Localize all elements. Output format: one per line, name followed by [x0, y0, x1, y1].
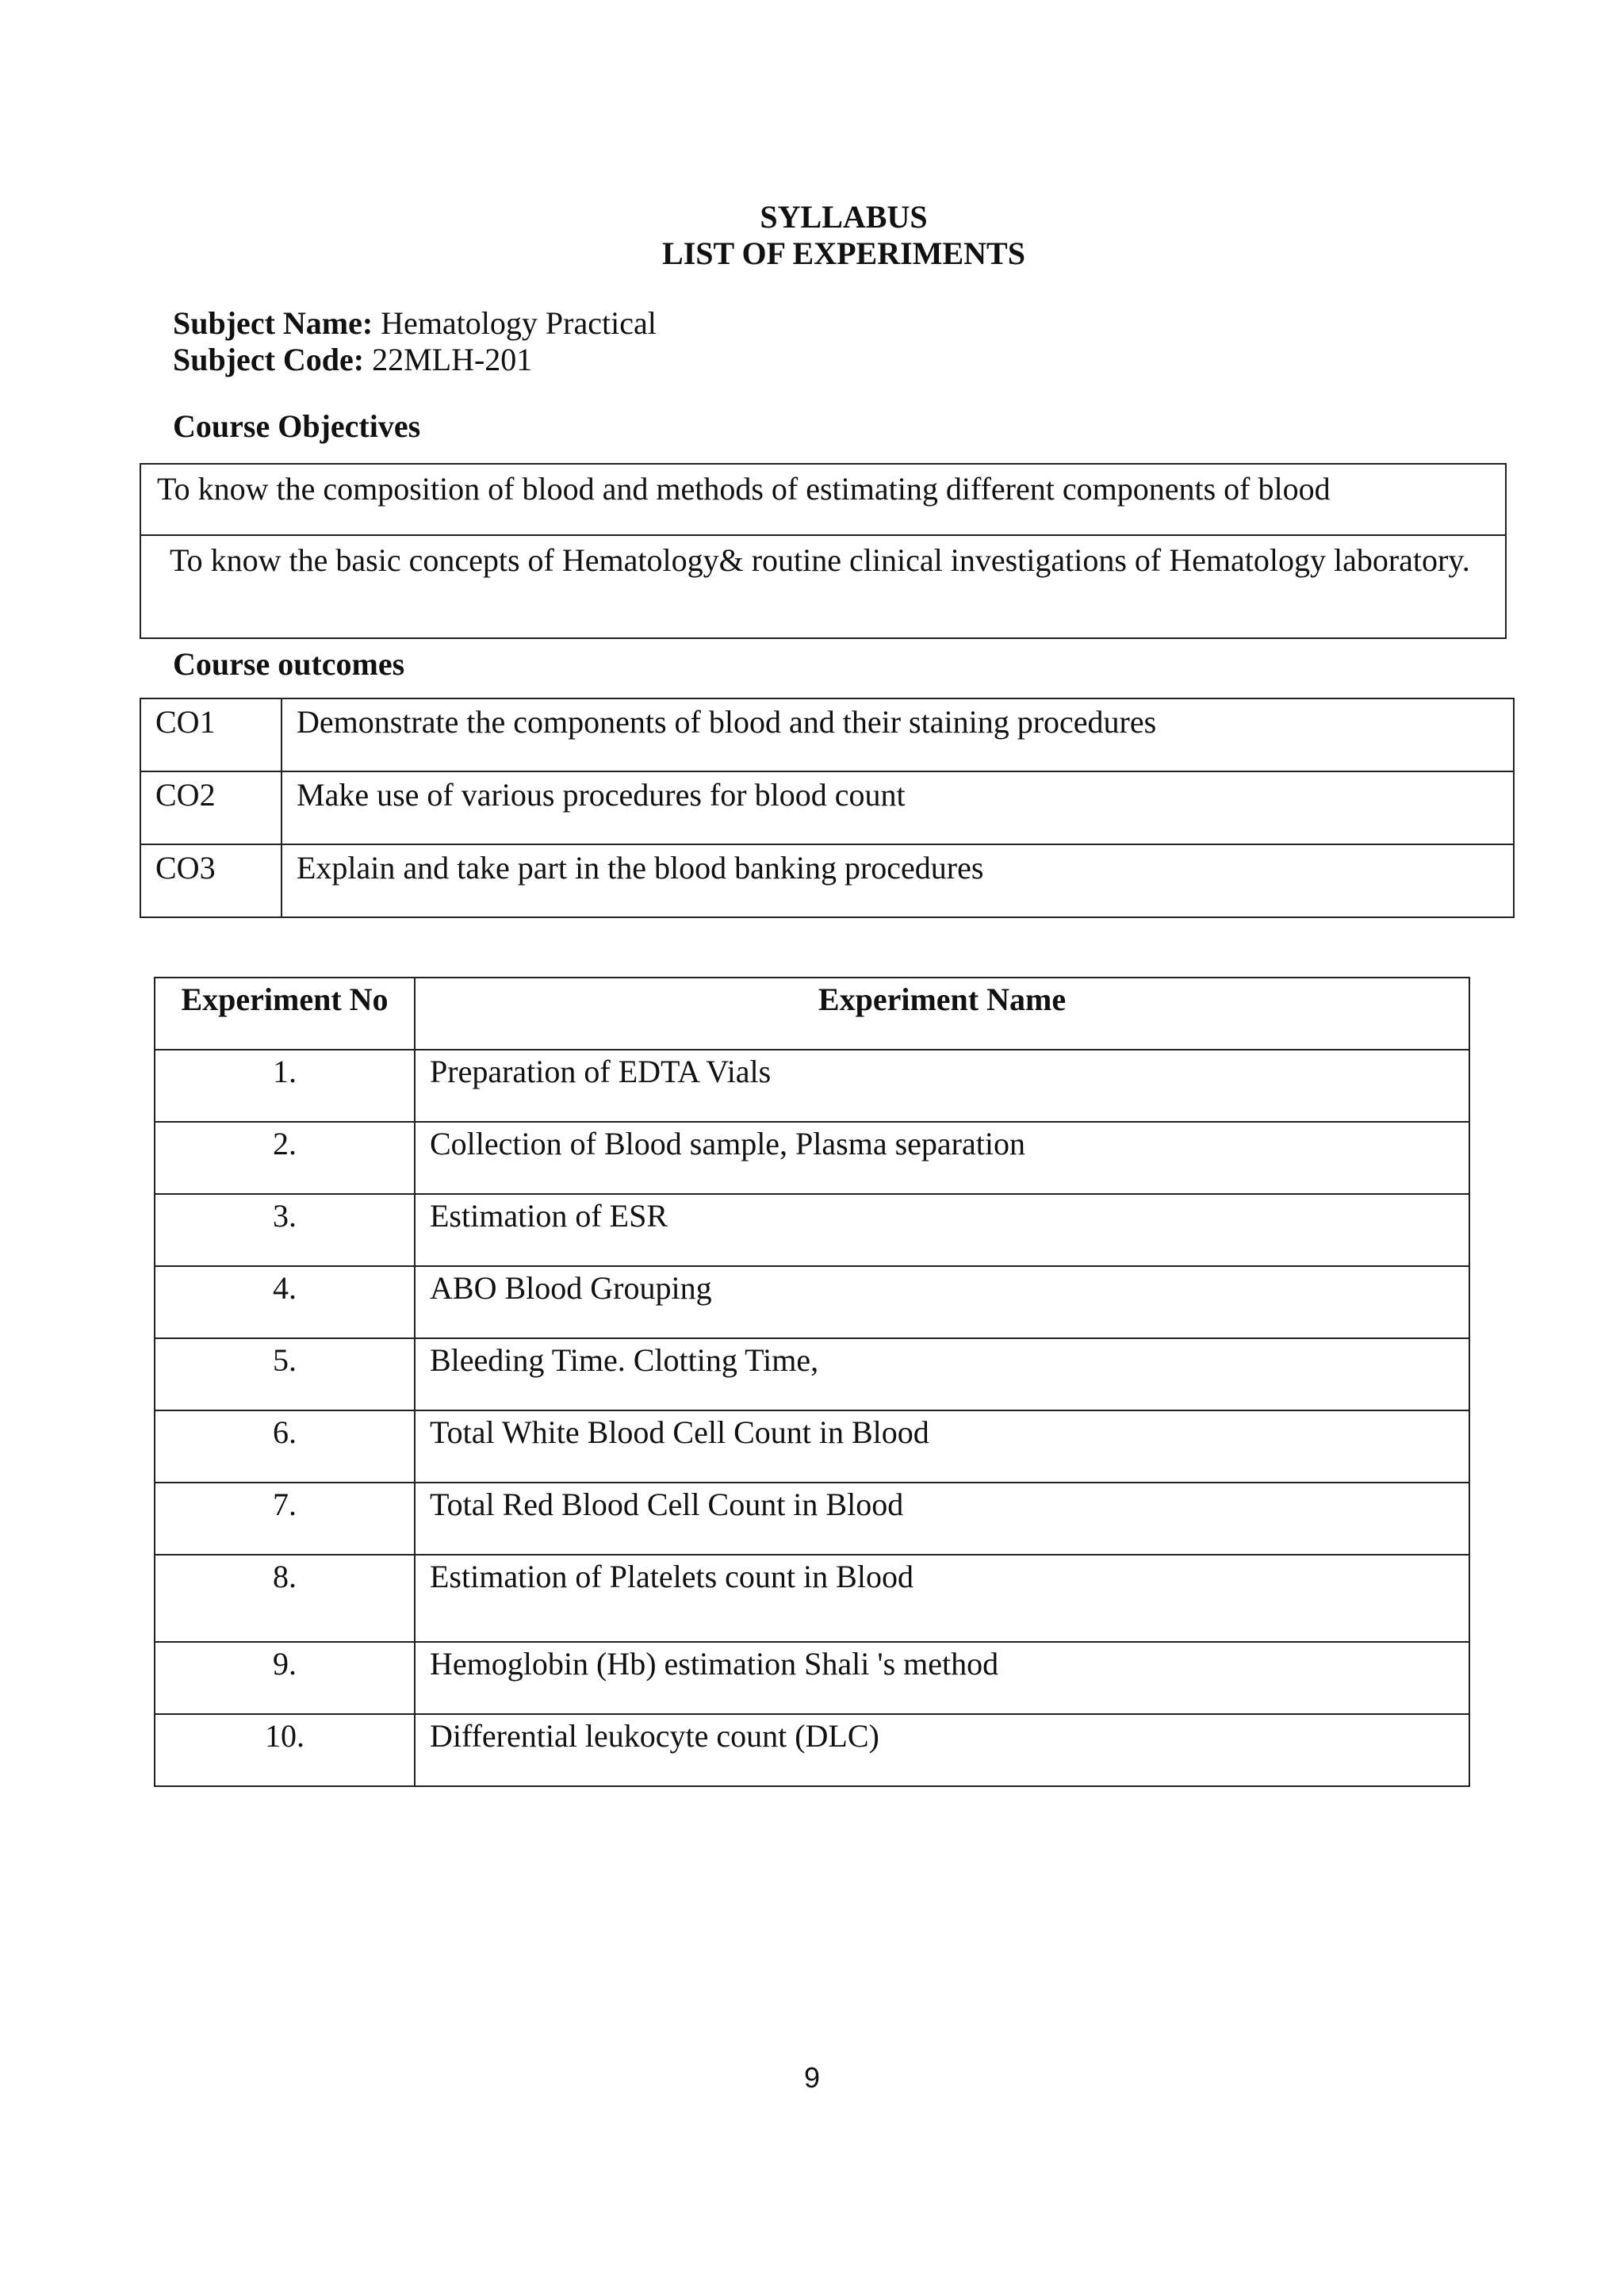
course-objectives-table [140, 463, 1507, 639]
experiment-name: Collection of Blood sample, Plasma separation [415, 1122, 1469, 1194]
objective-text: To know the composition of blood and methods of estimating different components of blood [140, 464, 1506, 535]
outcome-code: CO1 [140, 698, 282, 771]
page-number: 9 [803, 2061, 821, 2094]
experiment-name: Estimation of Platelets count in Blood [415, 1555, 1469, 1642]
outcome-row [140, 844, 1514, 917]
experiment-no: 5. [155, 1338, 415, 1410]
outcome-text: Make use of various procedures for blood count [282, 771, 1514, 844]
outcome-text: Demonstrate the components of blood and their staining procedures [282, 698, 1514, 771]
experiment-no-header: Experiment No [155, 978, 415, 1050]
experiment-name: Hemoglobin (Hb) estimation Shali 's method [415, 1642, 1469, 1714]
experiment-no: 4. [155, 1266, 415, 1338]
experiment-row [155, 1338, 1469, 1410]
experiment-name: Preparation of EDTA Vials [415, 1050, 1469, 1122]
experiment-row [155, 1194, 1469, 1266]
experiments-header-row [155, 978, 1469, 1050]
outcome-row [140, 771, 1514, 844]
experiment-row [155, 1410, 1469, 1483]
experiment-row [155, 1555, 1469, 1642]
objective-text: To know the basic concepts of Hematology& routine clinical investigations of Hematology laboratory. [140, 535, 1506, 638]
experiment-row [155, 1483, 1469, 1555]
experiment-name: Total Red Blood Cell Count in Blood [415, 1483, 1469, 1555]
subject-code [173, 341, 532, 379]
subject-name-label: Subject Name: [173, 305, 373, 341]
experiment-no: 10. [155, 1714, 415, 1786]
experiment-row [155, 1642, 1469, 1714]
experiment-no: 6. [155, 1410, 415, 1483]
course-outcomes-table [140, 698, 1515, 918]
subject-name-value: Hematology Practical [373, 305, 657, 341]
course-outcomes-heading: Course outcomes [173, 646, 405, 682]
experiment-name-header: Experiment Name [415, 978, 1469, 1050]
experiments-table [154, 977, 1470, 1787]
experiment-name: Estimation of ESR [415, 1194, 1469, 1266]
experiment-name: Total White Blood Cell Count in Blood [415, 1410, 1469, 1483]
experiment-row [155, 1050, 1469, 1122]
outcome-row [140, 698, 1514, 771]
experiment-name: Differential leukocyte count (DLC) [415, 1714, 1469, 1786]
document-subtitle: LIST OF EXPERIMENTS [662, 235, 1025, 271]
outcome-text: Explain and take part in the blood banking procedures [282, 844, 1514, 917]
objective-row [140, 535, 1506, 638]
experiment-no: 1. [155, 1050, 415, 1122]
experiment-row [155, 1122, 1469, 1194]
objective-row [140, 464, 1506, 535]
subject-code-label: Subject Code: [173, 342, 365, 377]
course-objectives-heading: Course Objectives [173, 408, 421, 444]
experiment-no: 3. [155, 1194, 415, 1266]
experiment-row [155, 1714, 1469, 1786]
subject-name [173, 304, 657, 342]
document-title: SYLLABUS [760, 199, 928, 235]
outcome-code: CO3 [140, 844, 282, 917]
experiment-name: Bleeding Time. Clotting Time, [415, 1338, 1469, 1410]
outcome-code: CO2 [140, 771, 282, 844]
experiment-no: 9. [155, 1642, 415, 1714]
experiment-no: 8. [155, 1555, 415, 1642]
subject-code-value: 22MLH-201 [364, 342, 533, 377]
experiment-no: 7. [155, 1483, 415, 1555]
experiment-name: ABO Blood Grouping [415, 1266, 1469, 1338]
experiment-no: 2. [155, 1122, 415, 1194]
experiment-row [155, 1266, 1469, 1338]
